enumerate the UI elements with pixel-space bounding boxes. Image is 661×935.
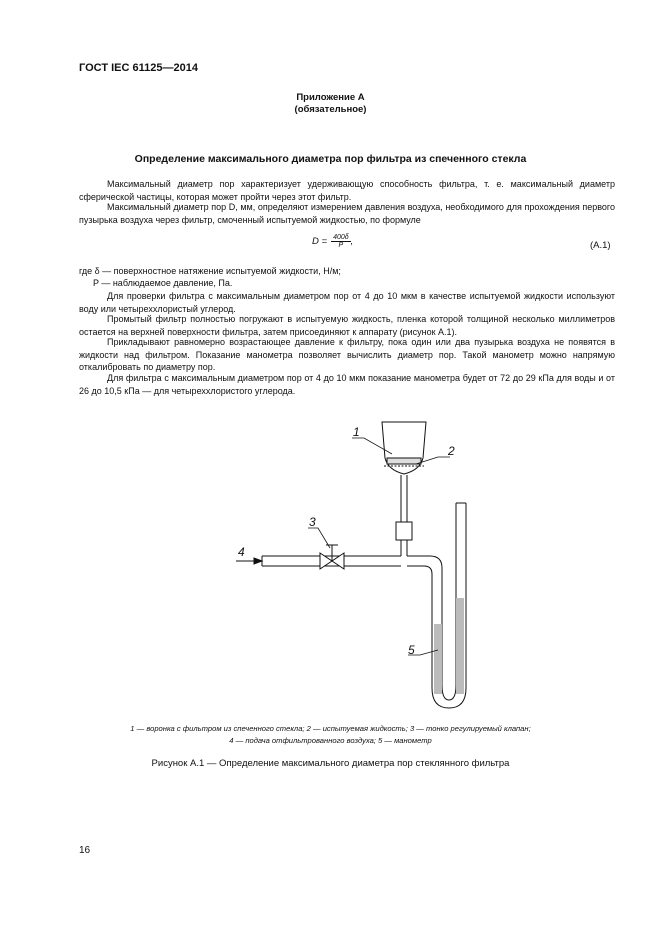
figure-caption-line-2: 4 — подача отфильтрованного воздуха; 5 — манометр: [229, 736, 432, 745]
figure-caption-line-1: 1 — воронка с фильтром из спеченного стекла; 2 — испытуемая жидкость; 3 — тонко регулируемый клапан;: [130, 724, 531, 733]
label-2: 2: [448, 444, 455, 458]
coupling: [396, 522, 412, 540]
document-header: ГОСТ IEC 61125—2014: [79, 62, 198, 74]
page-number: 16: [79, 845, 91, 856]
label-5: 5: [408, 643, 415, 657]
label-3: 3: [309, 515, 316, 529]
paragraph-6: Для фильтра с максимальным диаметром пор от 4 до 10 мкм показание манометра будет от 72 до 29 кПа для воды и от 26 до 10,5 кПа — для четыреххлористого углерода.: [79, 373, 615, 396]
formula-tail: ,: [350, 236, 354, 247]
manometer-liquid: [434, 624, 442, 694]
paragraph-1: Максимальный диаметр пор характеризует удерживающую способность фильтра, т. е. максимальный диаметр сферической частицы, которая может пройти через этот фильтр.: [79, 179, 615, 202]
paragraph-2: Максимальный диаметр пор D, мм, определяют измерением давления воздуха, необходимого для прохождения первого пузырька воздуха через фильтр, смоченный испытуемой жидкостью, по формуле: [79, 202, 615, 225]
appendix-title: Приложение А: [296, 92, 365, 103]
paragraph-4: Промытый фильтр полностью погружают в испытуемую жидкость, пленка которой толщиной несколько миллиметров остается на верхней поверхности фильтра, затем присоединяют к аппарату (рисунок А.1).: [79, 314, 615, 337]
formula-lhs: D =: [312, 236, 328, 247]
where-line-1: где δ — поверхностное натяжение испытуемой жидкости, Н/м;: [79, 266, 341, 276]
paragraph-3: Для проверки фильтра с максимальным диаметром пор от 4 до 10 мкм в качестве испытуемой жидкости используют воду или четыреххлористый углерод.: [79, 291, 615, 314]
air-arrow: [254, 558, 262, 564]
label-1: 1: [353, 425, 360, 439]
label-4: 4: [238, 545, 245, 559]
funnel-stem: [401, 475, 407, 522]
filter-disc: [387, 458, 421, 464]
where-line-2: P — наблюдаемое давление, Па.: [93, 278, 233, 288]
appendix-subtitle: (обязательное): [294, 104, 367, 115]
figure-title: Рисунок А.1 — Определение максимального диаметра пор стеклянного фильтра: [151, 758, 510, 769]
formula-denominator: P: [338, 242, 344, 249]
equation-number: (А.1): [590, 240, 611, 251]
paragraph-5: Прикладывают равномерно возрастающее давление к фильтру, пока один или два пузырька воздуха не появятся в жидкости над фильтром. Показание манометра позволяет вычислить диаметр пор. Такой манометр можно напрямую откалибровать по диаметру пор.: [79, 337, 615, 373]
section-title: Определение максимального диаметра пор фильтра из спеченного стекла: [134, 153, 527, 165]
formula-numerator: 400δ: [333, 234, 349, 241]
